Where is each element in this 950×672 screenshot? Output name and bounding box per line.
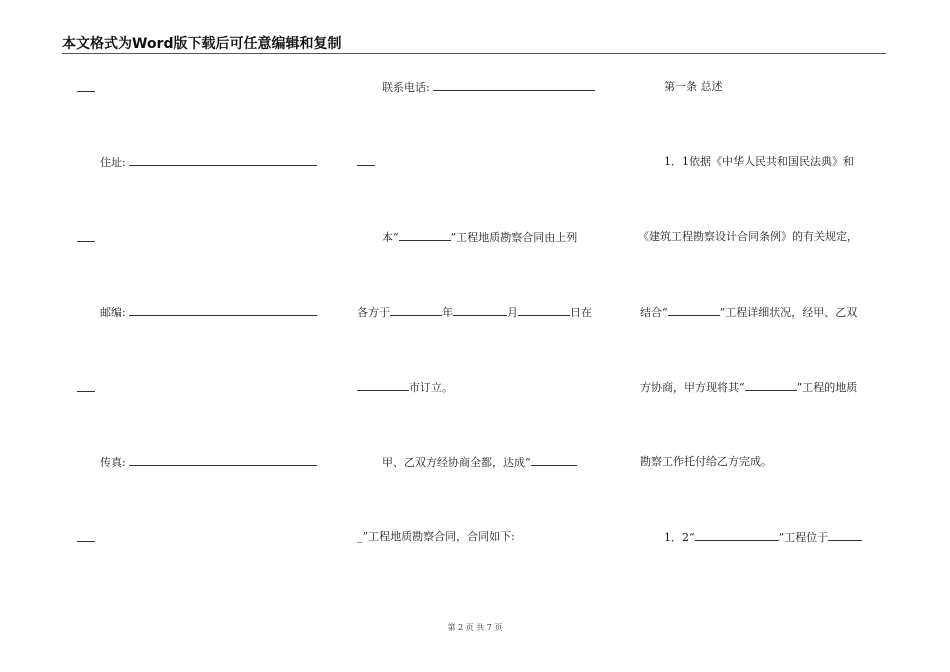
paragraph-1-line-5: 勘察工作托付给乙方完成。 — [640, 455, 772, 468]
address-label: 住址: — [100, 156, 126, 169]
signing-city-line — [357, 380, 453, 394]
contract-intro-line — [382, 230, 577, 244]
blank-dash — [77, 541, 95, 542]
paragraph-1-line-4-suffix: ”工程的地质 — [796, 381, 858, 394]
phone-line — [382, 80, 595, 94]
postcode-line — [100, 305, 317, 319]
project-blank-2 — [668, 305, 720, 316]
agreement-line — [382, 455, 577, 469]
phone-label: 联系电话: — [382, 81, 430, 94]
phone-blank — [433, 80, 595, 91]
address-blank — [129, 155, 317, 166]
page-number-footer: 第 2 页 共 7 页 — [447, 623, 503, 632]
contract-intro-prefix: 本“ — [382, 231, 399, 244]
year-label: 年 — [442, 306, 453, 319]
signing-date-line — [357, 305, 592, 319]
month-blank — [453, 305, 507, 316]
agreement-text: 甲、乙双方经协商全都，达成“ — [382, 456, 531, 469]
fax-label: 传真: — [100, 456, 126, 469]
contract-title-text: _”工程地质勘察合同，合同如下: — [357, 530, 515, 543]
paragraph-1-line-3-prefix: 结合“ — [640, 306, 668, 319]
paragraph-2-suffix: ”工程位于 — [778, 531, 829, 544]
agreement-blank — [531, 455, 577, 466]
project-blank-3 — [745, 380, 797, 391]
postcode-label: 邮编: — [100, 306, 126, 319]
project-name-blank — [399, 230, 451, 241]
paragraph-1-line-4-prefix: 方协商，甲方现将其“ — [640, 381, 745, 394]
paragraph-2-prefix: 1．2“ — [664, 531, 695, 544]
paragraph-1-line-4 — [640, 380, 857, 394]
blank-dash — [77, 391, 95, 392]
document-header-title: 本文格式为Word版下载后可任意编辑和复制 — [62, 36, 342, 52]
location-blank — [828, 530, 862, 541]
postcode-blank — [129, 305, 317, 316]
paragraph-1-line-1: 1．1依据《中华人民共和国民法典》和 — [664, 155, 854, 168]
paragraph-1-line-3-suffix: ”工程详细状况，经甲、乙双 — [719, 306, 858, 319]
fax-blank — [129, 455, 317, 466]
contract-intro-suffix: ”工程地质勘察合同由上列 — [450, 231, 578, 244]
paragraph-1-line-3 — [640, 305, 857, 319]
paragraph-2-line-1 — [664, 530, 862, 544]
paragraph-1-line-2: 《建筑工程勘察设计合同条例》的有关规定， — [638, 230, 858, 243]
fax-line — [100, 455, 317, 469]
blank-dash — [357, 165, 375, 166]
month-label: 月 — [507, 306, 518, 319]
blank-dash — [77, 241, 95, 242]
year-blank — [390, 305, 442, 316]
day-blank — [518, 305, 570, 316]
contract-title-line — [357, 530, 515, 543]
signing-city-text: 市订立。 — [409, 381, 453, 394]
signing-date-text: 各方于 — [357, 306, 390, 319]
day-label: 日在 — [570, 306, 592, 319]
address-line — [100, 155, 317, 169]
header-divider — [62, 53, 886, 54]
project-blank-4 — [695, 530, 779, 541]
article-title: 第一条 总述 — [664, 80, 723, 93]
city-blank — [357, 380, 409, 391]
blank-dash — [77, 91, 95, 92]
